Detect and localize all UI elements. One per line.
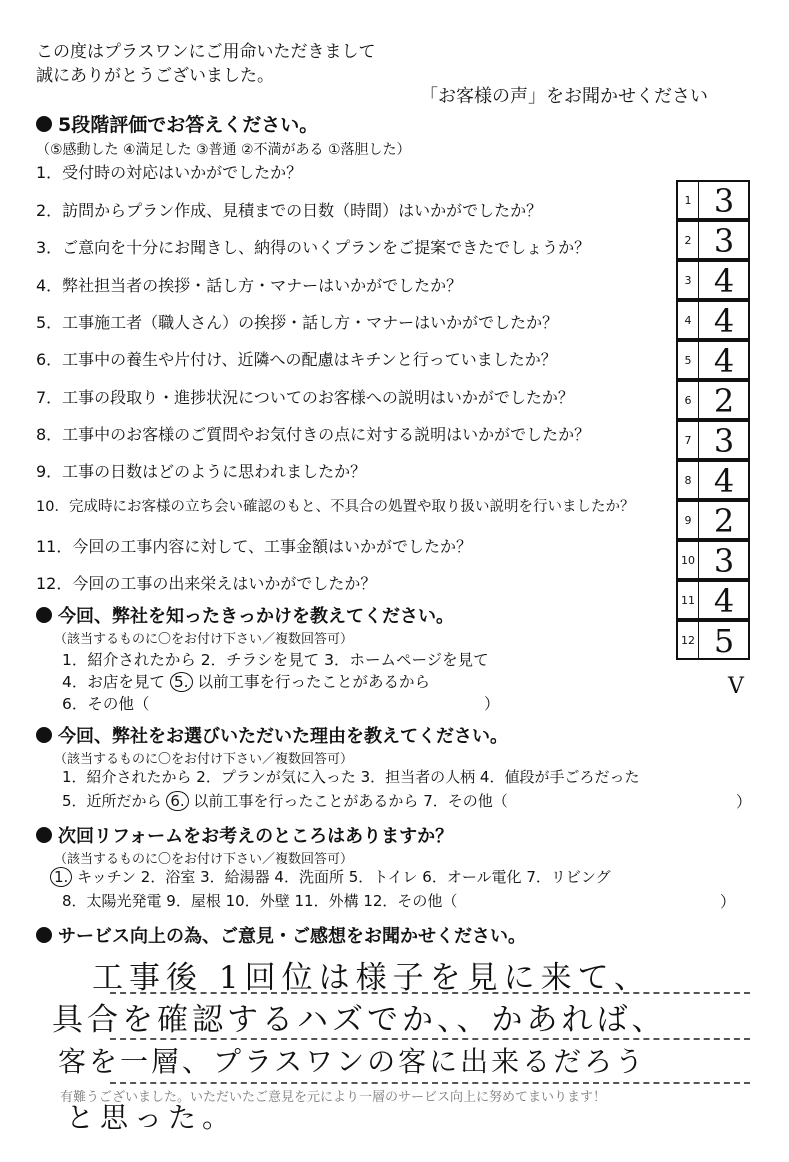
answer-value: 3 [713,542,735,580]
answer-value: 3 [713,222,735,260]
survey-heading: 「お客様の声」をお聞かせください [420,86,708,107]
answer-box-6[interactable] [676,380,750,420]
intro-line-2: 誠にありがとうございました。 [36,66,274,86]
handwritten-comment-line-2: 具合を確認するハズでか、、かあれば、 [52,1002,667,1038]
reason-option-5: 5．近所だから [62,792,162,810]
answer-value: 4 [713,462,735,500]
handwritten-comment-line-4: と思った。 [66,1101,237,1134]
thanks-message: 有難うございました。いただいたご意見を元により一層のサービス向上に努めてまいります！ [60,1090,607,1105]
next-section-title [36,822,453,848]
rating-section-title [36,110,318,137]
question-4: 4．弊社担当者の挨拶・話し方・マナーはいかがでしたか？ [36,276,463,295]
question-6: 6．工事中の養生や片付け、近隣への配慮はキチンと行っていましたか？ [36,350,557,369]
rating-title: 5段階評価でお答えください。 [58,114,319,136]
know-option-5-circled[interactable]: 5. [170,672,193,692]
answer-box-number: 8 [678,462,699,498]
reason-option-6-label: 以前工事を行ったことがあるから 7．その他（ [193,792,508,810]
reason-title: 今回、弊社をお選びいただいた理由を教えてください。 [58,726,508,747]
answer-box-8[interactable] [676,460,750,500]
question-9: 9．工事の日数はどのように思われましたか？ [36,462,367,481]
answer-box-number: 3 [678,262,699,298]
answer-value: 2 [713,382,735,420]
know-option-5-label: 以前工事を行ったことがあるから [197,673,431,691]
reason-options-line-2 [62,790,508,811]
answer-box-number: 7 [678,422,699,458]
answer-box-4[interactable] [676,300,750,340]
question-1: 1．受付時の対応はいかがでしたか？ [36,163,303,182]
next-option-1-circled[interactable]: 1. [50,867,72,887]
reason-options-line-1: 1．紹介されたから 2．プランが気に入った 3．担当者の人柄 4．値段が手ごろだった [62,768,640,786]
answer-box-number: 6 [678,382,699,418]
question-7: 7．工事の段取り・進捗状況についてのお客様への説明はいかがでしたか？ [36,388,574,407]
bullet-icon [36,927,52,943]
know-hint: （該当するものに〇をお付け下さい／複数回答可） [54,632,354,647]
opinion-title: サービス向上の為、ご意見・ご感想をお聞かせください。 [58,926,526,947]
rating-scale: （⑤感動した ④満足した ③普通 ②不満がある ①落胆した） [36,142,411,158]
question-11: 11．今回の工事内容に対して、工事金額はいかがでしたか？ [36,537,473,556]
answer-box-number: 11 [678,582,699,618]
next-title: 次回リフォームをお考えのところはありますか？ [58,826,454,847]
answer-box-number: 2 [678,222,699,258]
answer-value: 4 [713,262,735,300]
intro-line-1: この度はプラスワンにご用命いただきまして [36,42,376,62]
question-3: 3．ご意向を十分にお聞きし、納得のいくプランをご提案できたでしょうか？ [36,238,591,257]
answer-box-number: 1 [678,182,699,218]
bullet-icon [36,827,52,843]
answer-box-12[interactable] [676,620,750,660]
know-title: 今回、弊社を知ったきっかけを教えてください。 [58,606,454,627]
answer-box-10[interactable] [676,540,750,580]
answer-box-number: 9 [678,502,699,538]
answer-value: 2 [713,502,735,540]
question-2: 2．訪問からプラン作成、見積までの日数（時間）はいかがでしたか？ [36,201,543,220]
handwritten-comment-line-1: 工事後 1回位は様子を見に来て、 [92,960,651,996]
question-12: 12．今回の工事の出来栄えはいかがでしたか？ [36,574,377,593]
next-hint: （該当するものに〇をお付け下さい／複数回答可） [54,852,354,867]
answer-box-9[interactable] [676,500,750,540]
reason-other-close: ） [736,793,752,811]
check-mark: V [728,674,744,699]
know-options-line-2 [62,670,430,692]
answer-value: 3 [713,422,735,460]
answer-box-1[interactable] [676,180,750,220]
answer-box-3[interactable] [676,260,750,300]
answer-box-7[interactable] [676,420,750,460]
bullet-icon [36,116,52,132]
know-option-6: 6．その他（ [62,695,150,713]
know-option-4: 4．お店を見て [62,673,165,691]
opinion-section-title [36,922,526,948]
answer-value: 3 [713,182,735,220]
answer-value: 4 [713,302,735,340]
answer-box-5[interactable] [676,340,750,380]
answer-box-11[interactable] [676,580,750,620]
next-options-line-2: 8．太陽光発電 9．屋根 10．外壁 11．外構 12．その他（ [62,892,458,910]
bullet-icon [36,727,52,743]
next-options-line-1 [50,866,611,887]
answer-box-number: 12 [678,622,699,658]
reason-hint: （該当するものに〇をお付け下さい／複数回答可） [54,752,354,767]
handwritten-comment-line-3: 客を一層、プラスワンの客に出来るだろう [58,1045,647,1078]
next-other-close: ） [720,893,736,911]
question-5: 5．工事施工者（職人さん）の挨拶・話し方・マナーはいかがでしたか？ [36,313,559,332]
answer-value: 4 [713,342,735,380]
bullet-icon [36,607,52,623]
reason-section-title [36,722,508,748]
question-8: 8．工事中のお客様のご質問やお気付きの点に対する説明はいかがでしたか？ [36,425,591,444]
question-10: 10．完成時にお客様の立ち会い確認のもと、不具合の処置や取り扱い説明を行いましたか？ [36,499,635,515]
answer-box-number: 4 [678,302,699,338]
dashed-line [110,1082,750,1084]
answer-box-number: 5 [678,342,699,378]
answer-value: 4 [713,582,735,620]
answer-box-number: 10 [678,542,699,578]
know-options-line-3 [62,692,149,714]
answer-box-2[interactable] [676,220,750,260]
next-options-list-1: キッチン 2．浴室 3．給湯器 4．洗面所 5．トイレ 6．オール電化 7．リビング [77,868,611,886]
know-options-line-1: 1．紹介されたから 2．チラシを見て 3．ホームページを見て [62,651,489,669]
know-section-title [36,602,454,628]
know-other-close: ） [484,695,500,713]
reason-option-6-circled[interactable]: 6. [166,791,188,811]
answer-value: 5 [713,622,735,660]
